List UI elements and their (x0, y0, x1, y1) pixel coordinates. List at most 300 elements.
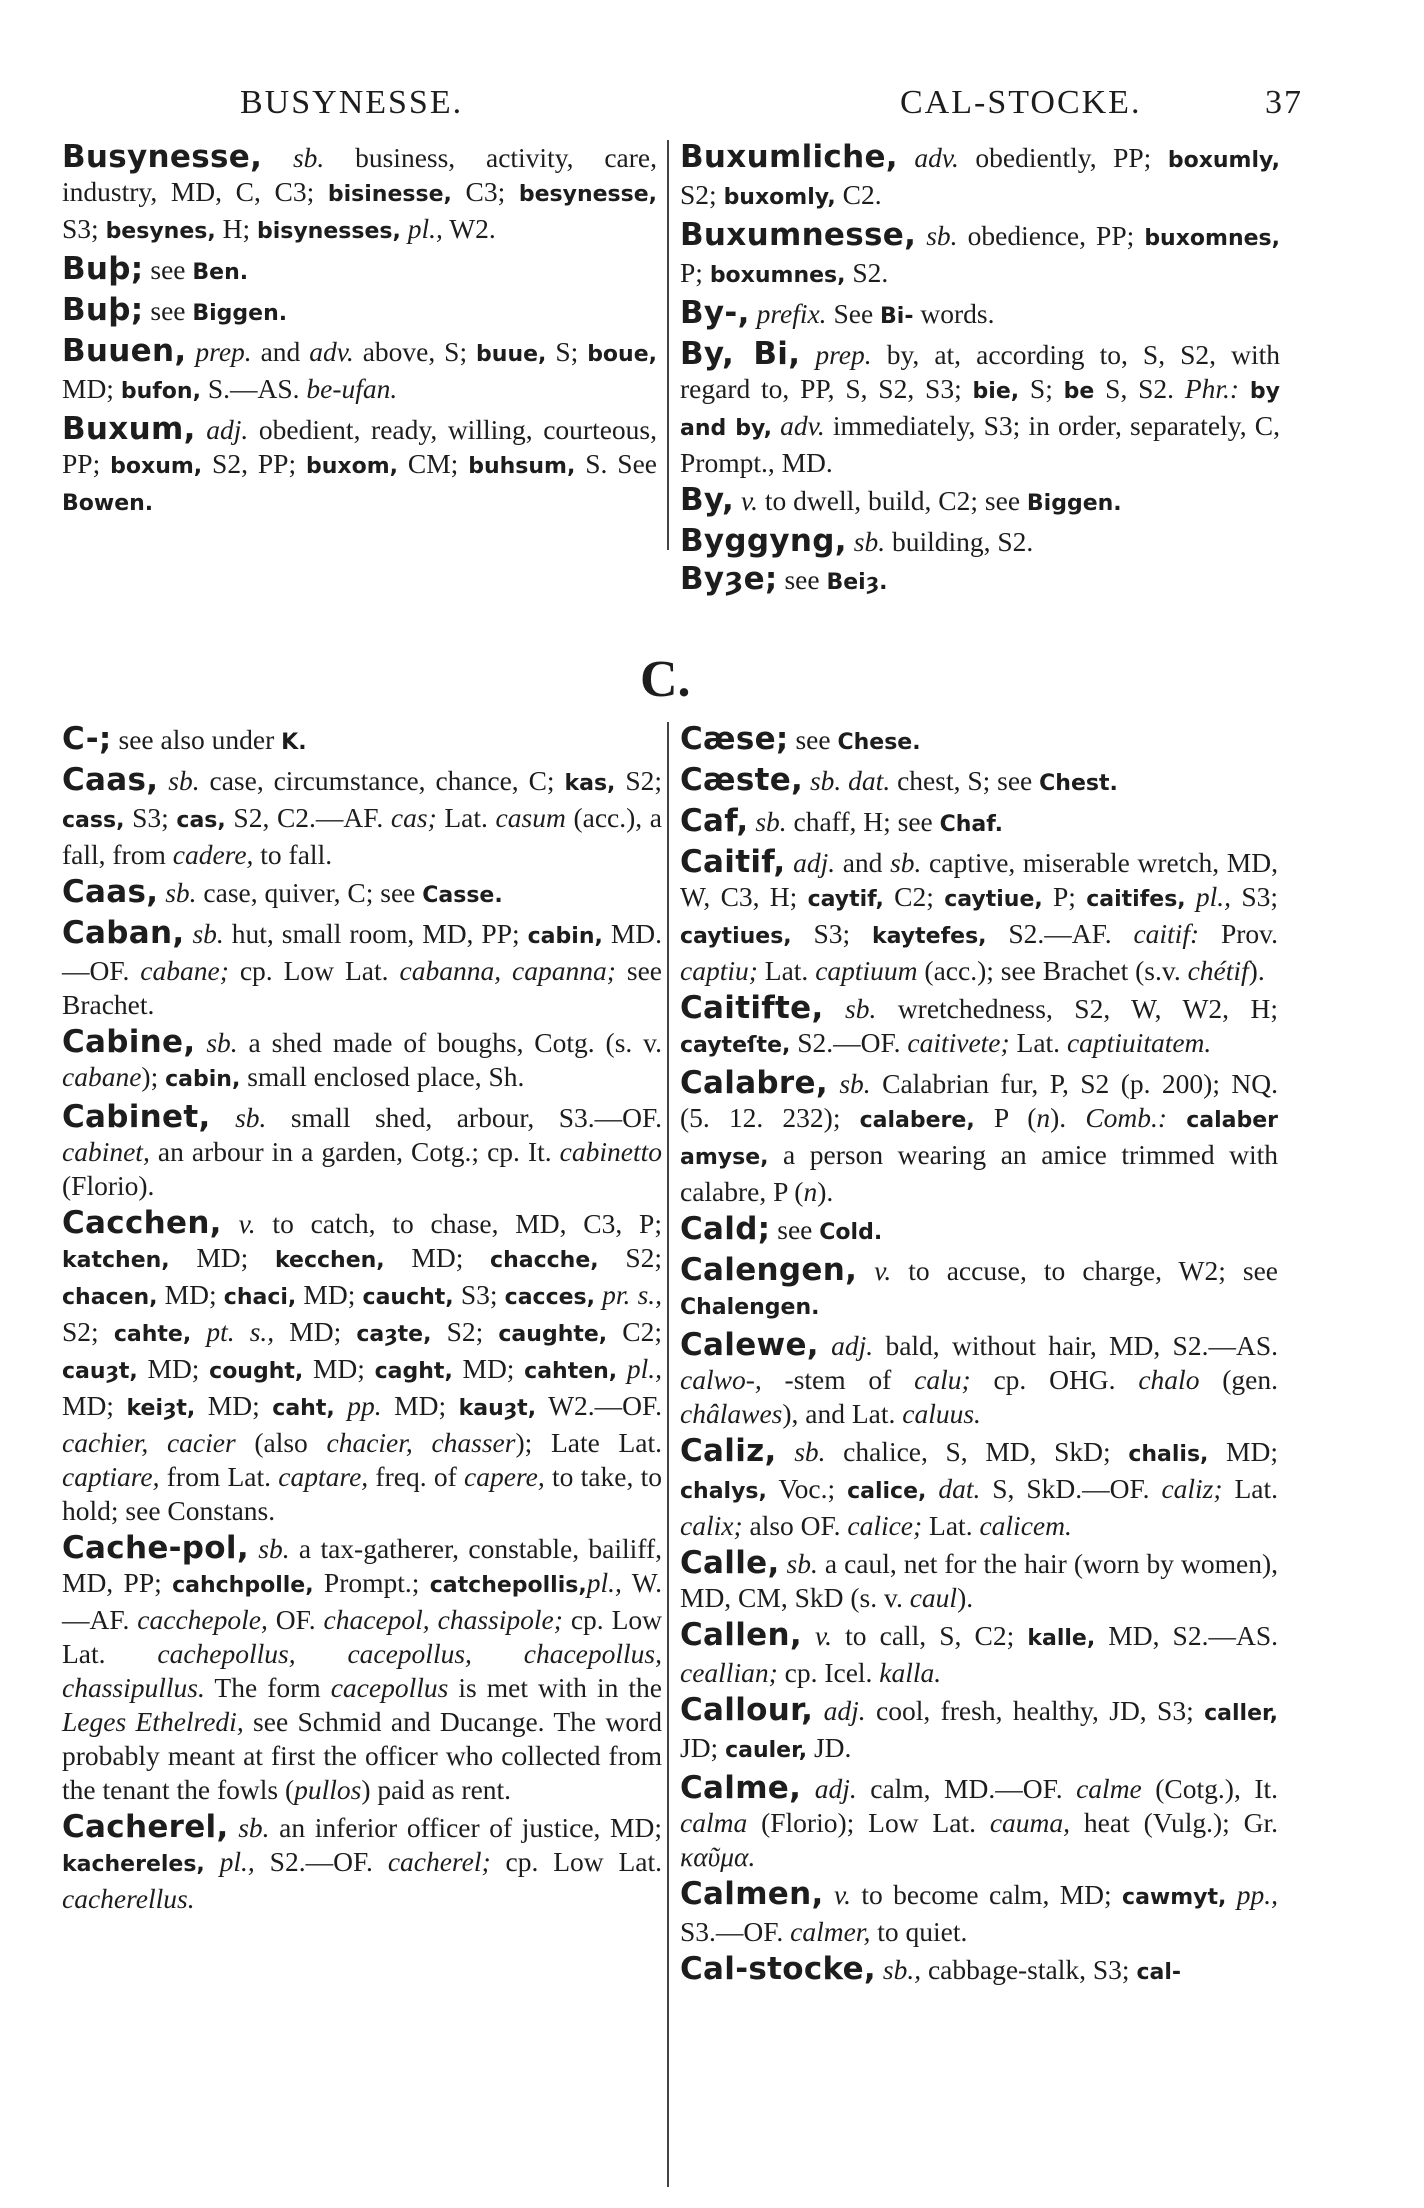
entry-text: cabbage-stalk, S3; (921, 1954, 1137, 1985)
italic-text: sb. (755, 806, 787, 837)
italic-text: n (1036, 1102, 1051, 1133)
italic-text: pullos (294, 1774, 362, 1805)
entry-text: C2; (607, 1316, 663, 1347)
entry-text: S2; (615, 765, 663, 796)
entry-text: ). (1248, 955, 1265, 986)
italic-text: sb. (786, 1548, 818, 1579)
entry-text: building, S2. (885, 526, 1034, 557)
italic-text: pp. (347, 1390, 382, 1421)
entry-text (249, 1533, 258, 1564)
variant-form: calice, (847, 1479, 927, 1504)
dictionary-entry (62, 412, 657, 521)
headword: Buþ; (62, 292, 144, 328)
entry-text: W2.—OF. (536, 1390, 663, 1421)
italic-text: captare, (278, 1461, 369, 1492)
variant-form: cauler, (725, 1738, 808, 1763)
entry-text: C2. (835, 179, 882, 210)
italic-text: caliz; (1161, 1473, 1223, 1504)
variant-form: caytiues, (680, 924, 792, 949)
variant-form: cal- (1136, 1960, 1181, 1985)
entry-text (196, 414, 207, 445)
headword: Busynesse, (62, 139, 263, 175)
italic-text: captiare, (62, 1461, 160, 1492)
entry-text (222, 1208, 239, 1239)
italic-text: n (803, 1176, 818, 1207)
entry-text: MD; (157, 1279, 224, 1310)
italic-text: captiuitatem. (1066, 1027, 1212, 1058)
headword: Calabre, (680, 1065, 828, 1101)
italic-text: cabinet, (62, 1136, 150, 1167)
dictionary-entry (62, 252, 657, 290)
italic-text: prefix. (756, 298, 827, 329)
entry-text: bald, without hair, MD, S2.—AS. (873, 1330, 1278, 1361)
entry-text: a shed made of boughs, Cotg. (s. v. (237, 1027, 662, 1058)
italic-text: calicem. (979, 1510, 1072, 1541)
variant-form: buxom, (305, 454, 398, 479)
entry-text: cp. Low Lat. (490, 1846, 663, 1877)
entry-text (916, 220, 926, 251)
italic-text: sb. (165, 877, 197, 908)
variant-form: boue, (587, 342, 657, 367)
entry-text: Voc.; (766, 1473, 848, 1504)
variant-form: caht, (272, 1396, 335, 1421)
headword: Calengen, (680, 1252, 858, 1288)
dictionary-entry (680, 1693, 1278, 1768)
italic-text: kalla. (879, 1657, 942, 1688)
headword: Caliz, (680, 1433, 777, 1469)
dictionary-entry (62, 140, 657, 249)
italic-text: cacepollus (330, 1672, 449, 1703)
variant-form: be (1063, 379, 1095, 404)
variant-form: Cold. (819, 1220, 883, 1245)
italic-text: caluus. (902, 1398, 981, 1429)
italic-text: dat. (938, 1473, 981, 1504)
dictionary-entry (680, 1877, 1278, 1949)
entry-text: MD.—OF. (62, 918, 663, 986)
section-letter: C. (640, 651, 691, 708)
entry-text: Lat. (436, 802, 496, 833)
italic-text: sb. (839, 1068, 871, 1099)
headword: Cal-stocke, (680, 1951, 876, 1987)
dictionary-entry (680, 991, 1278, 1063)
italic-text: châlawes (680, 1398, 783, 1429)
entry-text: (Cotg.), It. (1141, 1773, 1278, 1804)
entry-text: S2. (845, 257, 889, 288)
entry-text: from Lat. (159, 1461, 279, 1492)
entry-text: CM; (397, 448, 469, 479)
column-bottom-right (680, 722, 1278, 1993)
italic-text: captiuum (815, 955, 918, 986)
italic-text: prep. (195, 336, 252, 367)
entry-text (926, 1473, 938, 1504)
variant-form: calaber amyse, (680, 1108, 1278, 1170)
entry-text: and (251, 336, 310, 367)
italic-text: pl., (219, 1846, 255, 1877)
italic-text: calix; (680, 1510, 743, 1541)
italic-text: Comb.: (1085, 1102, 1168, 1133)
dictionary-entry (680, 1066, 1278, 1209)
variant-form: chaci, (223, 1285, 297, 1310)
entry-text: S3; (1231, 881, 1279, 912)
entry-text: (Florio); Low Lat. (747, 1807, 990, 1838)
entry-text: W2. (442, 213, 496, 244)
italic-text: caitivete; (907, 1027, 1010, 1058)
entry-text: Lat. (757, 955, 816, 986)
dictionary-entry (62, 763, 662, 872)
entry-text (802, 1620, 815, 1651)
dictionary-entry (680, 1253, 1278, 1325)
entry-text: see Brachet. (62, 955, 662, 1020)
entry-text: MD; (169, 1242, 276, 1273)
italic-text: sb. dat. (809, 765, 891, 796)
entry-text: calm, MD.—OF. (856, 1773, 1077, 1804)
entry-text: cp. OHG. (970, 1364, 1139, 1395)
entry-text: Calabrian fur, P, S2 (p. 200); NQ. (5. 12. 232); (680, 1068, 1279, 1133)
entry-text (898, 142, 915, 173)
entry-text (191, 1316, 206, 1347)
dictionary-entry (680, 1771, 1278, 1874)
entry-text (813, 1695, 823, 1726)
variant-form: Ben. (192, 260, 249, 285)
entry-text: an arbour in a garden, Cotg.; cp. It. (149, 1136, 560, 1167)
variant-form: bisinesse, (327, 182, 452, 207)
italic-text: prep. (815, 339, 872, 370)
entry-text: chest, S; see (890, 765, 1040, 796)
italic-text: caul (909, 1582, 958, 1613)
page-header (60, 84, 1303, 134)
entry-text: S2.—AF. (986, 918, 1134, 949)
entry-text: ). (817, 1176, 834, 1207)
headword: Cacchen, (62, 1205, 222, 1241)
italic-text: sb. (168, 765, 200, 796)
entry-text: (gen. (1199, 1364, 1278, 1395)
entry-text: MD; (274, 1316, 357, 1347)
dictionary-entry (62, 293, 657, 331)
entry-text: cp. Low Lat. (228, 955, 400, 986)
entry-text: to catch, to chase, MD, C3, P; (255, 1208, 662, 1239)
entry-text: case, circumstance, chance, C; (199, 765, 565, 796)
italic-text: ceallian; (680, 1657, 778, 1688)
italic-text: καῦμα. (680, 1841, 756, 1872)
entry-text: S, SkD.—OF. (980, 1473, 1162, 1504)
entry-text: to dwell, build, C2; see (758, 485, 1027, 516)
variant-form: kas, (564, 771, 616, 796)
entry-text: obedience, PP; (957, 220, 1145, 251)
entry-text: S2; (62, 1316, 114, 1347)
variant-form: kalle, (1027, 1626, 1096, 1651)
italic-text: sb., (882, 1954, 922, 1985)
variant-form: Bi- (880, 304, 914, 329)
italic-text: Phr.: (1184, 373, 1240, 404)
dictionary-entry (680, 140, 1280, 215)
entry-text: obedient, ready, willing, courteous, PP; (62, 414, 658, 479)
entry-text: case, quiver, C; see (196, 877, 423, 908)
dictionary-entry (680, 562, 1280, 600)
entry-text: ) paid as rent. (361, 1774, 512, 1805)
italic-text: pl., (1195, 881, 1232, 912)
headword: Buxum, (62, 411, 196, 447)
dictionary-entry (680, 483, 1280, 521)
entry-text: wretchedness, S2, W, W2, H; (876, 993, 1278, 1024)
variant-form: Casse. (422, 883, 503, 908)
column-top-left (62, 140, 657, 524)
entry-text (828, 1068, 839, 1099)
variant-form: by and by, (680, 379, 1281, 441)
entry-text: a person wearing an amice trimmed with calabre, P ( (680, 1139, 1278, 1207)
entry-text: cp. Low Lat. (62, 1604, 663, 1669)
headword: Calewe, (680, 1327, 819, 1363)
variant-form: chacche, (490, 1248, 599, 1273)
italic-text: adj. (206, 414, 249, 445)
entry-text: (acc.), a fall, from (62, 802, 663, 870)
entry-text: see (788, 724, 838, 755)
variant-form: caght, (374, 1359, 453, 1384)
entry-text: MD; (296, 1279, 363, 1310)
dictionary-entry (62, 1100, 662, 1203)
entry-text: above, S; (353, 336, 477, 367)
variant-form: caitifes, (1086, 887, 1186, 912)
entry-text: a caul, net for the hair (worn by women), MD, CM, SkD (s. v. (680, 1548, 1279, 1613)
entry-text: MD; (381, 1390, 459, 1421)
entry-text: ), and Lat. (782, 1398, 903, 1429)
italic-text: sb. (926, 220, 958, 251)
entry-text: ); Late Lat. (515, 1427, 662, 1458)
italic-text: sb. (845, 993, 877, 1024)
running-head-right: CAL-STOCKE. (900, 84, 1142, 121)
italic-text: pp., (1236, 1879, 1279, 1910)
entry-text: MD; (303, 1353, 375, 1384)
entry-text: MD; (62, 373, 121, 404)
headword: Caas, (62, 762, 159, 798)
italic-text: pl., (586, 1567, 622, 1598)
entry-text: C2; (883, 881, 945, 912)
dictionary-entry (680, 1328, 1278, 1431)
variant-form: buxomly, (723, 185, 836, 210)
italic-text: pt. s., (206, 1316, 275, 1347)
variant-form: cabin, (527, 924, 603, 949)
entry-text: S2, C2.—AF. (225, 802, 391, 833)
entry-text: W.—AF. (62, 1567, 663, 1635)
entry-text (1226, 1879, 1236, 1910)
italic-text: adj. (831, 1330, 874, 1361)
variant-form: keiȝt, (126, 1396, 196, 1421)
dictionary-entry (680, 804, 1278, 842)
page-number: 37 (1265, 84, 1303, 121)
entry-text (229, 1812, 239, 1843)
variant-form: Chese. (837, 730, 921, 755)
entry-text: (Florio). (62, 1170, 155, 1201)
entry-text: Prov. (1199, 918, 1278, 949)
entry-text (1167, 1102, 1186, 1133)
entry-text: S.—AS. (200, 373, 307, 404)
dictionary-entry (680, 722, 1278, 760)
entry-text (876, 1954, 883, 1985)
entry-text: freq. of (368, 1461, 465, 1492)
entry-text: and (835, 847, 891, 878)
variant-form: cought, (209, 1359, 304, 1384)
entry-text: words. (913, 298, 995, 329)
entry-text: see (143, 254, 193, 285)
entry-text (1186, 881, 1196, 912)
variant-form: chalys, (680, 1479, 767, 1504)
italic-text: chacepol, chassipole; (323, 1604, 563, 1635)
headword: Calmen, (680, 1876, 824, 1912)
italic-text: sb. (192, 918, 224, 949)
dictionary-entry (62, 916, 662, 1022)
headword: Cache-pol, (62, 1530, 249, 1566)
italic-text: v. (833, 1879, 851, 1910)
dictionary-entry (62, 1206, 662, 1528)
variant-form: bisynesses, (256, 219, 401, 244)
entry-text: Lat. (922, 1510, 980, 1541)
italic-text: adv. (914, 142, 959, 173)
italic-text: sb. (794, 1436, 826, 1467)
italic-text: caitif: (1133, 918, 1200, 949)
entry-text: S3; (124, 802, 177, 833)
italic-text: calma (680, 1807, 748, 1838)
headword: Buxumliche, (680, 139, 898, 175)
variant-form: Biggen. (1026, 491, 1122, 516)
entry-text: H; (215, 213, 257, 244)
headword: Cabinet, (62, 1099, 211, 1135)
italic-text: cabinetto (559, 1136, 662, 1167)
dictionary-entry (680, 1618, 1278, 1690)
dictionary-entry (680, 524, 1280, 559)
variant-form: kaytefes, (872, 924, 987, 949)
variant-form: caughte, (498, 1322, 608, 1347)
italic-text: v. (874, 1255, 892, 1286)
headword: Cabine, (62, 1024, 196, 1060)
entry-text (785, 847, 793, 878)
column-bottom-left (62, 722, 662, 1919)
entry-text: an inferior officer of justice, MD; (269, 1812, 663, 1843)
dictionary-entry (62, 334, 657, 409)
variant-form: cauȝt, (62, 1359, 138, 1384)
entry-text: P; (1042, 881, 1087, 912)
entry-text (857, 1255, 874, 1286)
italic-text: sb. (206, 1027, 238, 1058)
entry-text: S; (546, 336, 588, 367)
dictionary-entry (62, 1531, 662, 1807)
variant-form: cas, (176, 808, 226, 833)
dictionary-entry (680, 296, 1280, 334)
entry-text (1239, 373, 1250, 404)
entry-text (195, 1027, 206, 1058)
headword: C-; (62, 721, 112, 757)
entry-text: JD. (807, 1732, 852, 1763)
variant-form: cahchpolle, (172, 1573, 314, 1598)
headword: Caitif, (680, 844, 786, 880)
entry-text: The form (204, 1672, 331, 1703)
entry-text: See (826, 298, 881, 329)
entry-text: captive, miserable wretch, MD, W, C3, H; (680, 847, 1278, 912)
variant-form: K. (281, 730, 307, 755)
entry-text: heat (Vulg.); Gr. (1070, 1807, 1278, 1838)
entry-text: S3; (62, 213, 106, 244)
entry-text (824, 993, 845, 1024)
italic-text: calwo-, (680, 1364, 762, 1395)
entry-text: to fall. (253, 839, 333, 870)
italic-text: sb. (890, 847, 922, 878)
entry-text: ). (957, 1582, 974, 1613)
dictionary-entry (680, 1546, 1278, 1615)
entry-text: to become calm, MD; (851, 1879, 1123, 1910)
entry-text (205, 1846, 220, 1877)
variant-form: Chaf. (939, 812, 1003, 837)
entry-text: MD; (452, 1353, 525, 1384)
italic-text: Leges Ethelredi, (62, 1706, 244, 1737)
entry-text: S2, PP; (202, 448, 306, 479)
italic-text: sb. (235, 1102, 267, 1133)
entry-text: ). (1050, 1102, 1086, 1133)
italic-text: v. (740, 485, 759, 516)
variant-form: Beiȝ. (826, 570, 888, 595)
entry-text: a tax-gatherer, constable, bailiff, MD, PP; (62, 1533, 663, 1598)
italic-text: adj. (793, 847, 836, 878)
italic-text: calice; (847, 1510, 923, 1541)
entry-text (211, 1102, 236, 1133)
variant-form: caller, (1204, 1701, 1278, 1726)
entry-text: to call, S, C2; (832, 1620, 1028, 1651)
entry-text: S3; (453, 1279, 505, 1310)
variant-form: calabere, (859, 1108, 975, 1133)
entry-text: OF. (267, 1604, 324, 1635)
dictionary-entry (680, 763, 1278, 801)
italic-text: cauma, (989, 1807, 1071, 1838)
italic-text: cachier, cacier (62, 1427, 236, 1458)
italic-text: be-ufan. (306, 373, 398, 404)
headword: Buxumnesse, (680, 217, 917, 253)
headword: Cald; (680, 1211, 771, 1247)
running-head-left: BUSYNESSE. (240, 84, 464, 121)
entry-text: business, activity, care, industry, MD, C, C3; (62, 142, 658, 207)
headword: Caf, (680, 803, 749, 839)
dictionary-entry (680, 1434, 1278, 1543)
italic-text: cacherel; (387, 1846, 491, 1877)
variant-form: Chalengen. (680, 1295, 820, 1320)
italic-text: cacherellus. (62, 1883, 195, 1914)
variant-form: caucht, (362, 1285, 454, 1310)
entry-text: S, S2. (1094, 373, 1185, 404)
entry-text: C3; (451, 176, 519, 207)
variant-form: cahte, (113, 1322, 192, 1347)
variant-form: cabin, (165, 1067, 241, 1092)
headword: Cæste, (680, 762, 804, 798)
entry-text: cool, fresh, healthy, JD, S3; (865, 1695, 1205, 1726)
variant-form: Bowen. (62, 491, 154, 516)
entry-text: S2.—OF. (790, 1027, 908, 1058)
italic-text: sb. (238, 1812, 270, 1843)
variant-form: besynes, (105, 219, 216, 244)
headword: By-, (680, 295, 750, 331)
entry-text: see (770, 1214, 820, 1245)
italic-text: calme (1076, 1773, 1142, 1804)
headword: Calle, (680, 1545, 780, 1581)
entry-text: hut, small room, MD, PP; (223, 918, 528, 949)
italic-text: calmer, (790, 1916, 871, 1947)
entry-text: S. See (575, 448, 658, 479)
headword: Caban, (62, 915, 185, 951)
entry-text (772, 410, 780, 441)
entry-text (780, 1548, 787, 1579)
headword: Callour, (680, 1692, 814, 1728)
italic-text: chalo (1138, 1364, 1200, 1395)
italic-text: calu; (914, 1364, 971, 1395)
variant-form: buxomnes, (1144, 226, 1280, 251)
entry-text: MD; (62, 1390, 127, 1421)
dictionary-entry (62, 722, 662, 760)
variant-form: bufon, (120, 379, 201, 404)
